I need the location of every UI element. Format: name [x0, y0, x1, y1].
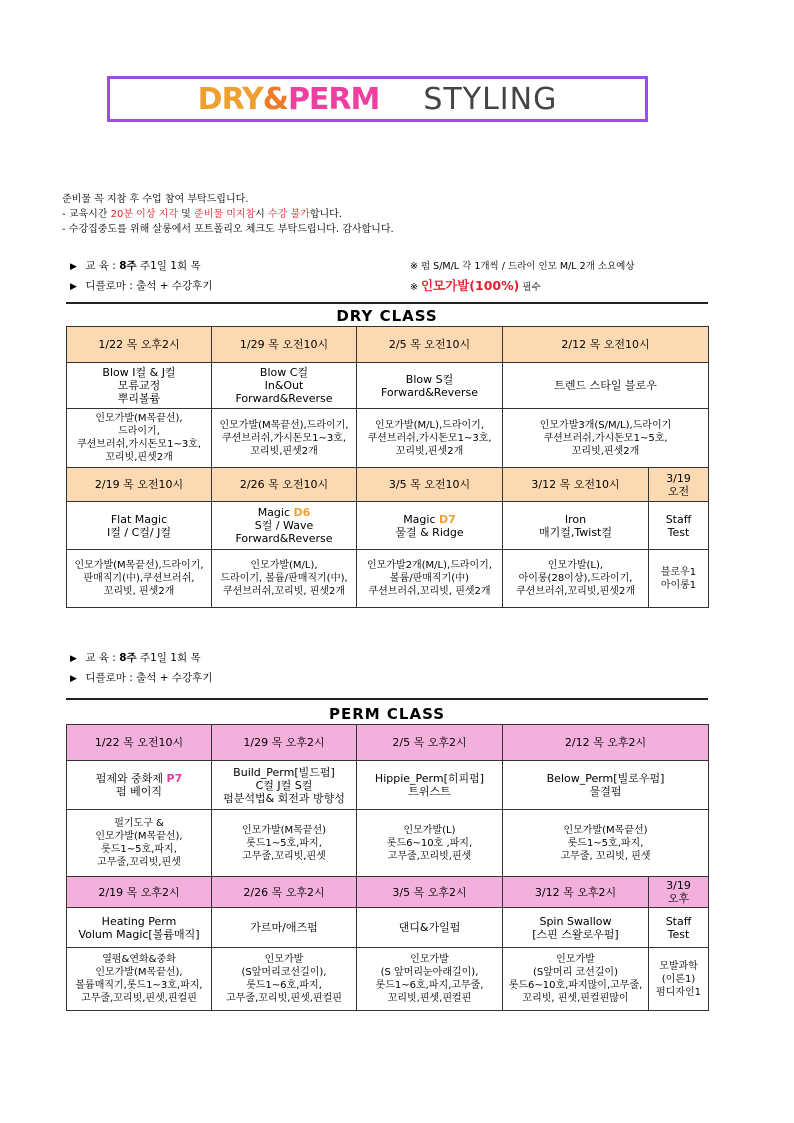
title-dry: DRY [197, 81, 263, 117]
dry-row2-topics [67, 502, 709, 550]
items-cell: 인모가발3개(S/M/L),드라이기 쿠션브러쉬,가시돈모1~5호, 꼬리빗,핀셋2개 [503, 409, 709, 468]
perm-row1-topics [67, 761, 709, 810]
topic-cell: 트렌드 스타일 블로우 [503, 363, 709, 409]
date-cell: 2/19 목 오후2시 [67, 877, 212, 908]
date-cell: 1/29 목 오전10시 [212, 327, 357, 363]
date-cell: 2/12 목 오후2시 [503, 725, 709, 761]
date-cell: 2/19 목 오전10시 [67, 468, 212, 502]
date-cell: 1/29 목 오후2시 [212, 725, 357, 761]
items-cell: 모발과학 (이론1) 펌디자인1 [649, 948, 709, 1011]
perm-meta [70, 649, 212, 689]
date-cell: 1/22 목 오후2시 [67, 327, 212, 363]
items-cell: 열펌&연화&중화 인모가발(M목끝선), 볼륨매직기,롯드1~3호,파지, 고무줄,꼬리빗,핀셋,핀컬핀 [67, 948, 212, 1011]
topic-cell: Below_Perm[빌로우펌] 물결펌 [503, 761, 709, 810]
items-cell: 인모가발 (S앞머리코선길이), 롯드1~6호,파지, 고무줄,꼬리빗,핀셋,핀컬핀 [212, 948, 357, 1011]
topic-cell: Staff Test [649, 908, 709, 948]
date-cell: 3/12 목 오후2시 [503, 877, 649, 908]
triangle-bullet-icon: ▶ [70, 674, 77, 684]
items-cell: 펄기도구 & 인모가발(M목끝선), 롯드1~5호,파지, 고무줄,꼬리빗,핀셋 [67, 810, 212, 877]
topic-cell: 댄디&가일펌 [357, 908, 503, 948]
dry-schedule-table [66, 326, 709, 608]
items-cell: 인모가발(M/L),드라이기, 쿠션브러쉬,가시돈모1~3호, 꼬리빗,핀셋2개 [357, 409, 503, 468]
topic-cell: 가르마/애즈펌 [212, 908, 357, 948]
topic-cell: Magic D6 S컬 / Wave Forward&Reverse [212, 502, 357, 550]
triangle-bullet-icon: ▶ [70, 654, 77, 664]
perm-class-title: PERM CLASS [66, 698, 708, 726]
perm-row1-dates [67, 725, 709, 761]
items-cell: 블로우1 아이롱1 [649, 550, 709, 608]
title-amp: & [262, 81, 288, 117]
perm-row2-items [67, 948, 709, 1011]
items-cell: 인모가발(M목끝선),드라이기, 쿠션브러쉬,가시돈모1~3호, 꼬리빗,핀셋2개 [212, 409, 357, 468]
date-cell: 3/19 오전 [649, 468, 709, 502]
notice-line-1: 준비물 꼭 지참 후 수업 참여 부탁드립니다. [62, 194, 249, 205]
items-cell: 인모가발(M목끝선) 롯드1~5호,파지, 고무줄, 꼬리빗, 핀셋 [503, 810, 709, 877]
topic-cell: Magic D7 물결 & Ridge [357, 502, 503, 550]
page-title [107, 76, 648, 122]
topic-cell: Blow I컬 & J컬 모류교정 뿌리볼륨 [67, 363, 212, 409]
topic-cell: Blow S컬 Forward&Reverse [357, 363, 503, 409]
date-cell: 3/5 목 오후2시 [357, 877, 503, 908]
dry-notes [410, 257, 635, 297]
perm-diploma-line: ▶ 디플로마 : 출석 + 수강후기 [70, 669, 212, 689]
items-cell: 인모가발(M목끝선), 드라이기, 쿠션브러쉬,가시돈모1~3호, 꼬리빗,핀셋2개 [67, 409, 212, 468]
topic-cell: Blow C컬 In&Out Forward&Reverse [212, 363, 357, 409]
date-cell: 2/26 목 오후2시 [212, 877, 357, 908]
date-cell: 1/22 목 오전10시 [67, 725, 212, 761]
dry-row2-items [67, 550, 709, 608]
date-cell: 2/5 목 오전10시 [357, 327, 503, 363]
date-cell: 3/5 목 오전10시 [357, 468, 503, 502]
title-styling: STYLING [423, 81, 558, 117]
items-cell: 인모가발(L) 롯드6~10호 ,파지, 고무줄,꼬리빗,핀셋 [357, 810, 503, 877]
topic-cell: Spin Swallow [스핀 스왈로우펌] [503, 908, 649, 948]
date-cell: 3/19 오후 [649, 877, 709, 908]
items-cell: 인모가발(M목끝선) 롯드1~5호,파지, 고무줄,꼬리빗,핀셋 [212, 810, 357, 877]
date-cell: 2/5 목 오후2시 [357, 725, 503, 761]
topic-cell: Flat Magic I컬 / C컬/ J컬 [67, 502, 212, 550]
topic-cell: Heating Perm Volum Magic[볼륨매직] [67, 908, 212, 948]
items-cell: 인모가발 (S 앞머리눈아래길이), 롯드1~6호,파지,고무줄, 꼬리빗,핀셋,핀컬핀 [357, 948, 503, 1011]
dry-row1-dates [67, 327, 709, 363]
dry-diploma-line: ▶ 디플로마 : 출석 + 수강후기 [70, 277, 212, 297]
items-cell: 인모가발(M목끝선),드라이기, 판매직기(中),쿠션브러쉬, 꼬리빗, 핀셋2개 [67, 550, 212, 608]
perm-row2-dates [67, 877, 709, 908]
dry-note-1: ※ 펌 S/M/L 각 1개씩 / 드라이 인모 M/L 2개 소요예상 [410, 261, 635, 272]
perm-schedule-table [66, 724, 709, 1011]
notice-text [62, 192, 394, 237]
date-cell: 2/26 목 오전10시 [212, 468, 357, 502]
triangle-bullet-icon: ▶ [70, 282, 77, 292]
dry-edu-line: ▶ 교 육 : 8주 주1일 1회 목 [70, 257, 212, 277]
items-cell: 인모가발(M/L), 드라이기, 볼륨/판매직기(中), 쿠션브러쉬,꼬리빗, 핀셋2개 [212, 550, 357, 608]
date-cell: 3/12 목 오전10시 [503, 468, 649, 502]
dry-note-2: ※ 인모가발(100%) 필수 [410, 278, 541, 293]
notice-line-3: - 수강집중도를 위해 살롱에서 포트폴리오 체크도 부탁드립니다. 감사합니다. [62, 224, 394, 235]
date-cell: 2/12 목 오전10시 [503, 327, 709, 363]
topic-cell: 펌제와 중화제 P7 펌 베이직 [67, 761, 212, 810]
topic-cell: Iron 매기컬,Twist컬 [503, 502, 649, 550]
title-perm: PERM [287, 81, 380, 117]
dry-row2-dates [67, 468, 709, 502]
topic-cell: Build_Perm[빌드펌] C컬 J컬 S컬 펌분석법& 회전과 방향성 [212, 761, 357, 810]
topic-cell: Hippie_Perm[히피펌] 트위스트 [357, 761, 503, 810]
dry-class-title: DRY CLASS [66, 302, 708, 328]
items-cell: 인모가발2개(M/L),드라이기, 볼륨/판매직기(中) 쿠션브러쉬,꼬리빗, 핀셋2개 [357, 550, 503, 608]
topic-cell: Staff Test [649, 502, 709, 550]
items-cell: 인모가발 (S앞머리 코선길이) 롯드6~10호,파지많이,고무줄, 꼬리빗, 핀셋,핀컬핀많이 [503, 948, 649, 1011]
notice-line-2: - 교육시간 20분 이상 지각 및 준비물 미지참시 수강 불가합니다. [62, 209, 343, 220]
perm-row2-topics [67, 908, 709, 948]
items-cell: 인모가발(L), 아이롱(28이상),드라이기, 쿠션브러쉬,꼬리빗,핀셋2개 [503, 550, 649, 608]
dry-row1-items [67, 409, 709, 468]
dry-row1-topics [67, 363, 709, 409]
triangle-bullet-icon: ▶ [70, 262, 77, 272]
dry-meta [70, 257, 212, 297]
perm-row1-items [67, 810, 709, 877]
perm-edu-line: ▶ 교 육 : 8주 주1일 1회 목 [70, 649, 212, 669]
